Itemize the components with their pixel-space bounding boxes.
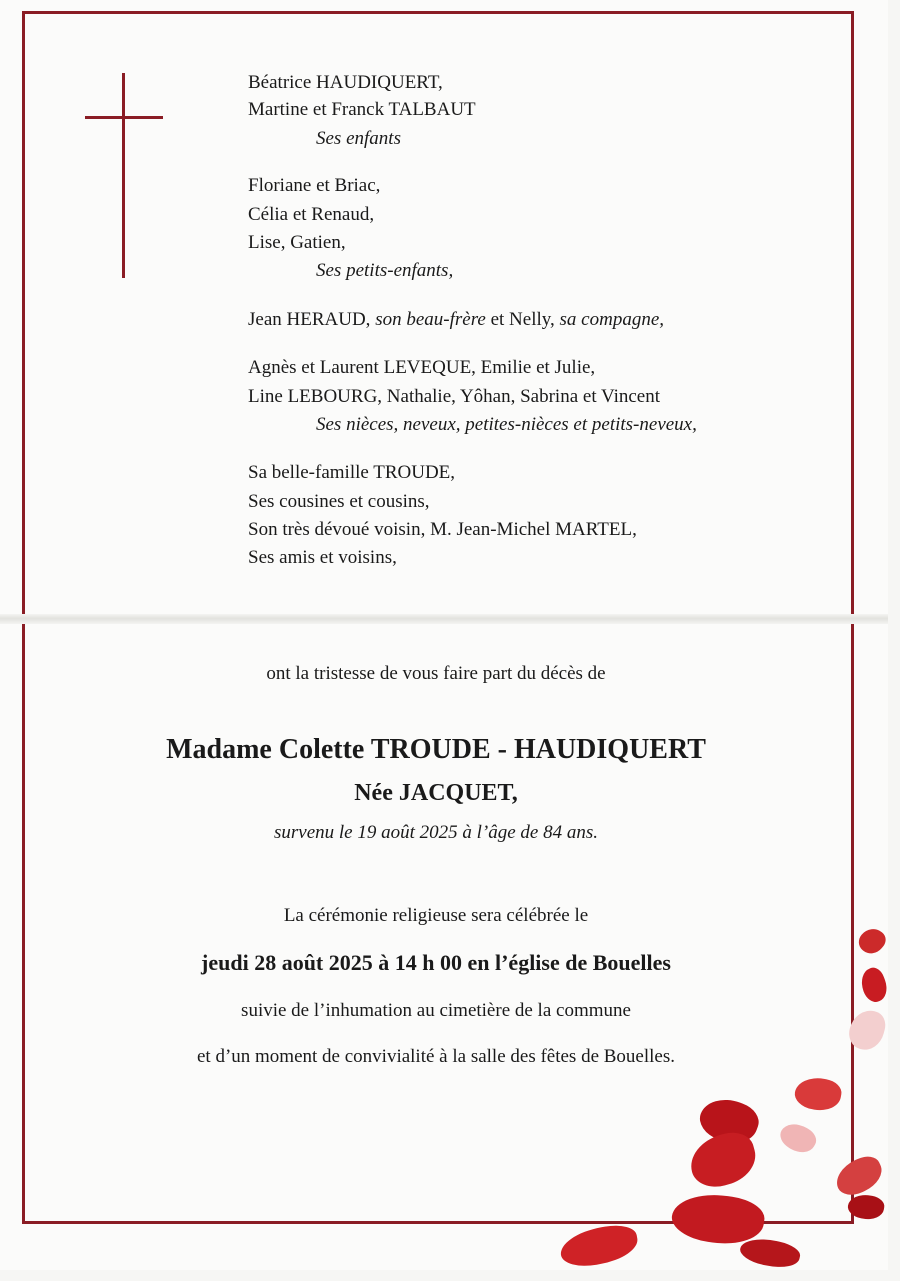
family-role: Ses nièces, neveux, petites-nièces et petits-neveux, [316, 414, 697, 435]
family-line: Lise, Gatien, [248, 232, 346, 253]
death-info: survenu le 19 août 2025 à l’âge de 84 ans. [273, 822, 598, 843]
family-line: Béatrice HAUDIQUERT, [248, 72, 443, 93]
family-role: Ses enfants [316, 128, 401, 149]
burial-info: suivie de l’inhumation au cimetière de la commune [241, 1000, 631, 1021]
heraud-role: son beau-frère [375, 309, 486, 330]
family-line: Son très dévoué voisin, M. Jean-Michel MARTEL, [248, 519, 637, 540]
nelly-role: sa compagne, [559, 309, 665, 330]
family-line: Ses cousines et cousins, [248, 491, 430, 512]
family-line-heraud [248, 308, 664, 332]
deceased-name: Madame Colette TROUDE - HAUDIQUERT [166, 734, 706, 765]
heraud-name: Jean HERAUD, [248, 309, 376, 330]
family-line: Ses amis et voisins, [248, 547, 397, 568]
family-line: Agnès et Laurent LEVEQUE, Emilie et Julie, [248, 357, 596, 378]
card-fold [0, 614, 888, 624]
maiden-name: Née JACQUET, [354, 780, 518, 806]
reception-info: et d’un moment de convivialité à la salle des fêtes de Bouelles. [196, 1046, 675, 1067]
family-line: Sa belle-famille TROUDE, [248, 462, 456, 483]
ceremony-intro: La cérémonie religieuse sera célébrée le [283, 905, 589, 926]
family-line: Floriane et Briac, [248, 175, 381, 196]
family-line: Martine et Franck TALBAUT [248, 99, 476, 120]
announcement-intro: ont la tristesse de vous faire part du décès de [266, 663, 606, 684]
family-role: Ses petits-enfants, [316, 260, 454, 281]
ceremony-datetime: jeudi 28 août 2025 à 14 h 00 en l’église de Bouelles [201, 950, 671, 975]
nelly-name: et Nelly, [485, 309, 560, 330]
family-line: Célia et Renaud, [248, 204, 375, 225]
family-line: Line LEBOURG, Nathalie, Yôhan, Sabrina et Vincent [248, 386, 661, 407]
